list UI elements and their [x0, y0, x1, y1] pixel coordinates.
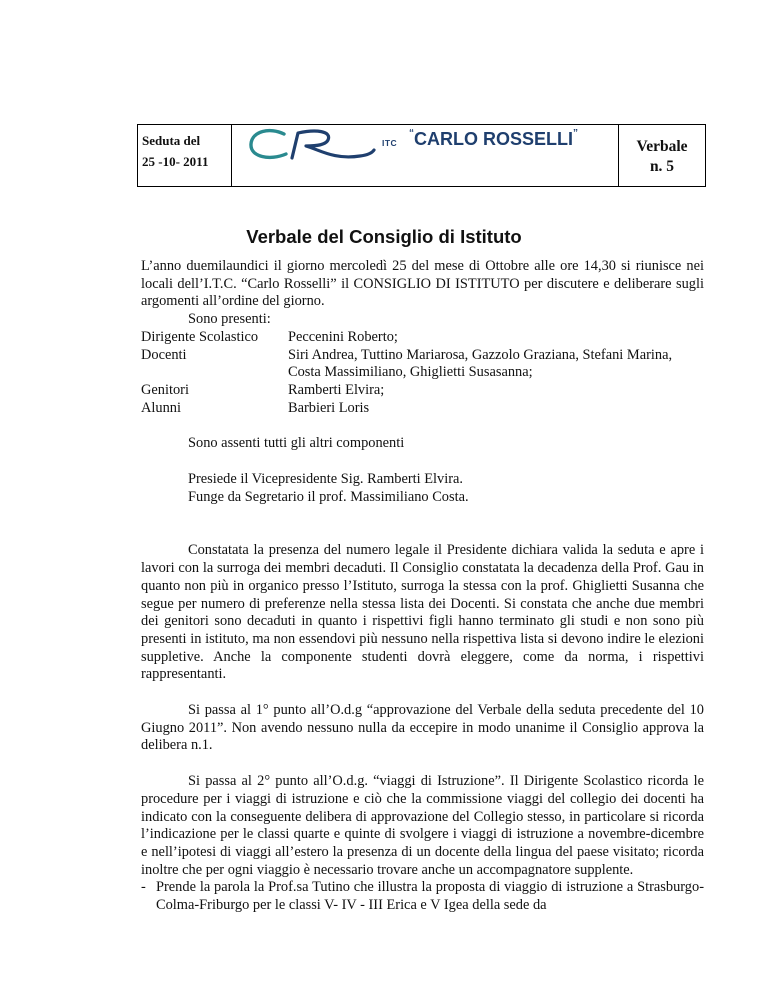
attendee-role: Docenti	[141, 346, 187, 363]
session-label: Seduta del	[142, 133, 201, 148]
paragraph-item-1: Si passa al 1° punto all’O.d.g “approvazione del Verbale della seduta precedente del 10 Giugno 2011”. Non avendo nessuno nulla da eccepire in modo unanime il Consiglio approva la delibera n.1.	[141, 702, 704, 754]
session-cell	[138, 125, 232, 186]
bullet-dash: -	[141, 879, 146, 896]
session-date: 25 -10- 2011	[142, 154, 209, 169]
paragraph-item-2: Si passa al 2° punto all’O.d.g. “viaggi di Istruzione”. Il Dirigente Scolastico ricorda le procedure per i viaggi di istruzione e ciò che la commissione viaggi del collegio dei docenti ha indicato con la conseguente delibera di approvazione del Collegio stesso, in particolare si ricorda l’indicazione per le classi quarte e quinte di svolgere i viaggi di istruzione a novembre-dicembre e nell’ipotesi di viaggi all’estero la presenza di un docente della lingua del paese visitato; ricorda inoltre che per ogni viaggio è necessario trovare anche un accompagnatore supplente.	[141, 773, 704, 878]
attendee-row	[141, 329, 704, 347]
chair-note: Presiede il Vicepresidente Sig. Ramberti Elvira.	[188, 471, 464, 488]
secretary-note: Funge da Segretario il prof. Massimiliano Costa.	[188, 488, 469, 505]
present-label: Sono presenti:	[188, 311, 271, 328]
attendee-role: Alunni	[141, 399, 181, 416]
absent-note: Sono assenti tutti gli altri componenti	[188, 435, 405, 452]
attendee-names: Siri Andrea, Tuttino Mariarosa, Gazzolo Graziana, Stefani Marina, Costa Massimiliano, Ghiglietti Susasanna;	[288, 346, 673, 381]
attendee-names: Peccenini Roberto;	[288, 328, 398, 345]
attendee-row	[141, 400, 704, 418]
header-table	[137, 124, 706, 187]
school-name: CARLO ROSSELLI	[414, 129, 574, 149]
attendee-names: Barbieri Loris	[288, 399, 370, 416]
paragraph-quorum: Constatata la presenza del numero legale il Presidente dichiara valida la seduta e apre i lavori con la surroga dei membri decaduti. Il Consiglio constatata la decadenza della Prof. Gau in quanto non più in organico presso l’Istituto, surroga la stessa con la prof. Ghiglietti Susanna che segue per numero di preferenze nella stessa lista dei Docenti. Si constata che anche due membri dei genitori sono decaduti in quanto i rispettivi figli hanno terminato gli studi e non sono più presenti in istituto, ma non essendovi più nessuno nella rispettiva lista si devono indire le elezioni suppletive. Anche la componente studenti dovrà eleggere, come da norma, i rispettivi rappresentanti.	[141, 542, 704, 683]
document-body	[141, 258, 704, 915]
open-quote: “	[409, 128, 414, 139]
school-logo-icon	[248, 128, 376, 162]
verbale-number: n. 5	[649, 158, 675, 175]
attendee-role: Genitori	[141, 381, 189, 398]
close-quote: ”	[573, 128, 579, 139]
bullet-text: Prende la parola la Prof.sa Tutino che illustra la proposta di viaggio di istruzione a Strasburgo-Colma-Friburgo per le classi V- IV - III Erica e V Igea della sede da	[156, 879, 704, 914]
attendee-row	[141, 347, 704, 382]
intro-paragraph: L’anno duemilaundici il giorno mercoledì 25 del mese di Ottobre alle ore 14,30 si riunisce nei locali dell’I.T.C. “Carlo Rosselli” il CONSIGLIO DI ISTITUTO per discutere e deliberare sugli argomenti all’ordine del giorno.	[141, 258, 704, 310]
verbale-label: Verbale	[636, 138, 688, 155]
verbale-cell	[619, 125, 705, 186]
attendee-names: Ramberti Elvira;	[288, 381, 385, 398]
document-title: Verbale del Consiglio di Istituto	[246, 226, 522, 247]
attendee-row	[141, 382, 704, 400]
school-prefix: ITC	[382, 138, 398, 148]
attendee-role: Dirigente Scolastico	[141, 328, 259, 345]
school-logo-cell	[232, 125, 619, 186]
bullet-item	[141, 879, 704, 914]
school-name-block	[409, 129, 578, 150]
